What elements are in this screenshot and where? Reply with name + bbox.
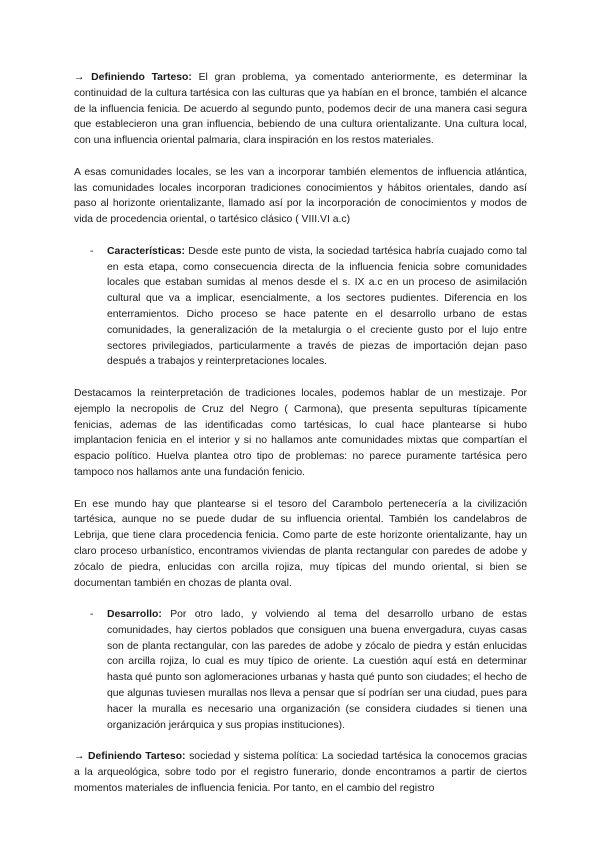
bullet-paragraph	[107, 607, 527, 733]
bullet-desarrollo	[74, 607, 527, 733]
document-page	[74, 70, 527, 797]
bullet-caracteristicas	[74, 244, 527, 370]
arrow-icon: →	[74, 751, 85, 763]
paragraph-reinterpretacion: Destacamos la reinterpretación de tradiciones locales, podemos hablar de un mestizaje. Por ejemplo la necropolis de Cruz del Negro ( Carmona), que presenta sepulturas típicamente fenicias, ademas de las identificadas como tartésicas, lo cual hace plantearse si hubo implantacion fenicia en el interior y si no hallamos ante comunidades mixtas que compartían el espacio político. Huelva plantea otro tipo de problemas: no parece puramente tartésica pero tampoco nos hallamos ante una fundación fenicio.	[74, 387, 527, 478]
bullet-dash: -	[90, 609, 94, 621]
paragraph-text: El gran problema, ya comentado anteriormente, es determinar la continuidad de la cultura tartésica con las culturas que ya habían en el bronce, también el alcance de la influencia fenicia. De acuerdo al segundo punto, podemos decir de una manera casi segura que establecieron una gran influencia, bebiendo de una cultura orientalizante. Una cultura local, con una influencia oriental palmaria, clara inspiración en los restos materiales.	[74, 72, 527, 147]
bullet-text: Por otro lado, y volviendo al tema del desarrollo urbano de estas comunidades, hay ciertos poblados que consiguen una buena envergadura, cuyas casas son de planta rectangular, con las paredes de adobe y zócalo de piedra y están enlucidas con arcilla rojiza, lo cual es muy típico de oriente. La cuestión aquí está en determinar hasta qué punto son aglomeraciones urbanas y hasta qué punto son ciudades; el hecho de que algunas tuviesen murallas nos lleva a pensar que sí podrían ser una ciudad, pues para hacer la muralla es necesario una organización (se considera ciudades si tienen una organización jerárquica y sus propias instituciones).	[107, 609, 527, 731]
paragraph-text: sociedad y sistema política: La sociedad tartésica la conocemos gracias a la arqueológica, sobre todo por el registro funerario, donde encontramos a partir de ciertos momentos materiales de influencia fenicia. Por tanto, en el cambio del registro	[74, 751, 528, 794]
paragraph-comunidades-locales: A esas comunidades locales, se les van a incorporar también elementos de influencia atlántica, las comunidades locales incorporan tradiciones conocimientos y hábitos orientales, dando así paso al horizonte orientalizante, llamado así por la incorporación de conocimientos y modos de vida de procedencia oriental, o tartésico clásico ( VIII.VI a.c)	[74, 166, 527, 226]
arrow-icon: →	[74, 72, 85, 83]
bullet-heading: Desarrollo:	[107, 609, 162, 621]
paragraph-definiendo-tarteso-1	[74, 70, 527, 149]
section-heading: Definiendo Tarteso:	[88, 751, 186, 763]
section-heading: Definiendo Tarteso:	[91, 72, 192, 83]
paragraph-definiendo-tarteso-2	[74, 749, 527, 796]
bullet-paragraph	[107, 244, 527, 370]
bullet-dash: -	[90, 245, 94, 257]
bullet-heading: Características:	[107, 245, 185, 257]
paragraph-carambolo: En ese mundo hay que plantearse si el tesoro del Carambolo pertenecería a la civilización tartésica, aunque no se puede dudar de su influencia oriental. También los candelabros de Lebrija, que tiene clara procedencia fenicia. Como parte de este horizonte orientalizante, hay un claro proceso urbanístico, encontramos viviendas de planta rectangular con paredes de adobe y zócalo de piedra, enlucidas con arcilla rojiza, muy típicas del mundo oriental, si bien se documentan también en chozas de planta oval.	[74, 498, 527, 589]
bullet-text: Desde este punto de vista, la sociedad tartésica habría cuajado como tal en esta etapa, como consecuencia directa de la influencia fenicia sobre comunidades locales que estaban sumidas al menos desde el s. IX a.c en un proceso de asimilación cultural que va a implicar, esencialmente, a los sectores pudientes. Diferencia en los enterramientos. Dicho proceso se hace patente en el desarrollo urbano de estas comunidades, la generalización de la metalurgia o el creciente gusto por el lujo entre sectores privilegiados, particularmente a través de piezas de importación dejan paso después a trabajos y reinterpretaciones locales.	[107, 245, 527, 368]
